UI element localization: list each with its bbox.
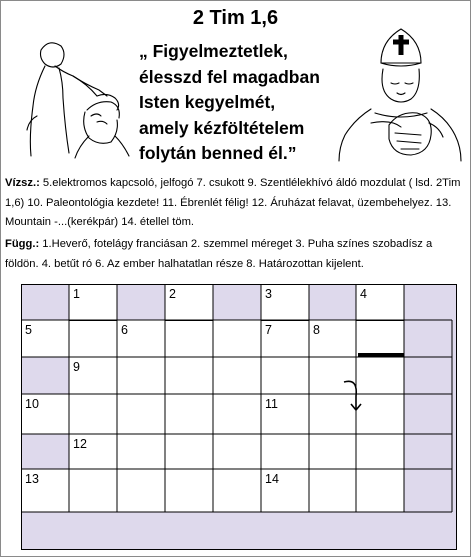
blocked-cell [309,512,356,550]
clue-number: 1 [73,287,80,301]
blocked-cell [404,512,457,550]
bishop-illustration [331,23,466,163]
scripture-quote [139,39,339,167]
clue-number: 7 [265,323,272,337]
quote-line: Isten kegyelmét, [139,92,276,112]
blocked-cell [213,284,261,320]
blocked-cell [404,357,457,394]
clue-number: 3 [265,287,272,301]
across-text: 5.elektromos kapcsoló, jelfogó 7. csukott 9. Szentlélekhívó áldó mozdulat ( lsd. 2Tim 1,6) 10. Paleontológia kezdete! 11. Ébrenlét félig! 12. Áruházat felavat, üzembehelyez. 13. Mountain -...(kerékpár) 14. étellel töm. [5,177,461,228]
blocked-cell [404,284,457,320]
across-clues [5,174,467,233]
blocked-cell [404,394,457,434]
blocked-cell [21,512,69,550]
crossword-grid [21,284,457,550]
clue-number: 13 [25,472,39,486]
quote-line: élesszd fel magadban [139,66,320,87]
clue-number: 5 [25,323,32,337]
blocked-cell [356,512,404,550]
blocked-cell [69,512,117,550]
clue-number: 14 [265,472,279,486]
blessing-figure-illustration [19,36,139,161]
page-title: 2 Tim 1,6 [192,7,279,29]
blocked-cell [404,434,457,469]
blocked-cell [21,434,69,469]
blocked-cell [165,512,213,550]
blocked-cell [309,284,356,320]
clue-number: 10 [25,397,39,411]
quote-line: amely kézföltételem [139,117,305,138]
quote-line: „ Figyelmeztetlek, [139,41,288,61]
clue-number: 2 [169,287,176,301]
down-clues [5,235,467,274]
across-label: Vízsz.: [5,177,40,189]
clue-number: 12 [73,437,87,451]
down-label: Függ.: [5,238,40,250]
quote-line: folytán benned él.” [139,143,297,163]
clue-number: 6 [121,323,128,337]
blocked-cell [213,512,261,550]
crossword-grid-lines [21,284,457,550]
blocked-cell [261,512,309,550]
blocked-cell [404,469,457,512]
blocked-cell [21,357,69,394]
grid-frame [22,285,457,550]
down-text: 1.Heverő, fotelágy franciásan 2. szemmel méreget 3. Puha színes szobadísz a földön. 4. betűt ró 6. Az ember halhatatlan része 8. Határozottan kijelent. [5,238,433,270]
turn-arrow-icon [344,381,361,410]
blocked-cell [21,284,69,320]
blocked-cell [404,320,457,357]
blocked-cell [117,284,165,320]
blocked-cell [117,512,165,550]
clue-number: 11 [265,397,278,411]
clue-number: 4 [360,287,367,301]
clue-number: 9 [73,360,80,374]
clue-number: 8 [313,323,320,337]
